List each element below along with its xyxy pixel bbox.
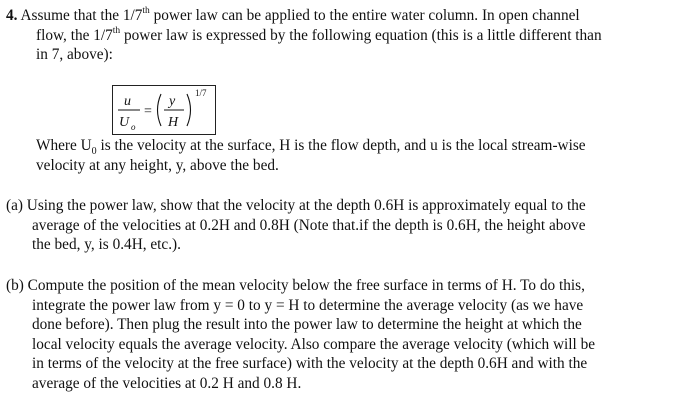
eq-equals: = <box>144 104 152 119</box>
eq-U: U <box>119 115 130 130</box>
part-a-line-2: average of the velocities at 0.2H and 0.8H (Note that.if the depth is 0.6H, the height above <box>32 216 586 234</box>
eq-H: H <box>168 115 179 130</box>
eq-u: u <box>124 94 131 109</box>
part-b-line-6: average of the velocities at 0.2 H and 0.8 H. <box>32 374 302 392</box>
where-line-2: velocity at any height, y, above the bed. <box>36 156 279 174</box>
eq-left-paren <box>158 94 162 126</box>
equation-figure <box>113 86 217 136</box>
variable-definitions <box>6 136 690 175</box>
part-b-line-2: integrate the power law from y = 0 to y = H to determine the average velocity (as we have <box>32 296 584 314</box>
power-law-equation <box>112 85 216 135</box>
part-b-line-1: (b) Compute the position of the mean velocity below the free surface in terms of H. To do this, <box>6 277 585 294</box>
eq-exponent: 1/7 <box>195 88 207 98</box>
intro-line-3: in 7, above): <box>36 46 113 64</box>
part-b-line-5: in terms of the velocity at the free surface) with the velocity at the depth 0.6H and with the <box>32 355 588 373</box>
eq-right-paren <box>187 94 191 126</box>
part-b-line-4: local velocity equals the average velocity. Also compare the average velocity (which will be <box>32 335 596 353</box>
part-a-line-1: (a) Using the power law, show that the velocity at the depth 0.6H is approximately equal to the <box>6 197 586 214</box>
problem-intro <box>6 6 690 65</box>
part-b-line-3: done before). Then plug the result into the power law to determine the height at which the <box>32 316 582 334</box>
part-b <box>6 276 690 394</box>
eq-y: y <box>169 94 176 109</box>
intro-line-1: 4. Assume that the 1/7th power law can be applied to the entire water column. In open channel <box>6 5 580 24</box>
part-a-line-3: the bed, y, is 0.4H, etc.). <box>32 236 181 254</box>
eq-U-sub: o <box>131 122 136 132</box>
problem-number: 4. <box>6 7 18 24</box>
where-line-1: Where $U_0$ is the velocity at the surface, H is the flow depth, and u is the local stream-wise <box>36 137 586 158</box>
intro-line-2: flow, the 1/7th power law is expressed by the following equation (this is a little different than <box>36 25 602 44</box>
part-a <box>6 196 690 255</box>
